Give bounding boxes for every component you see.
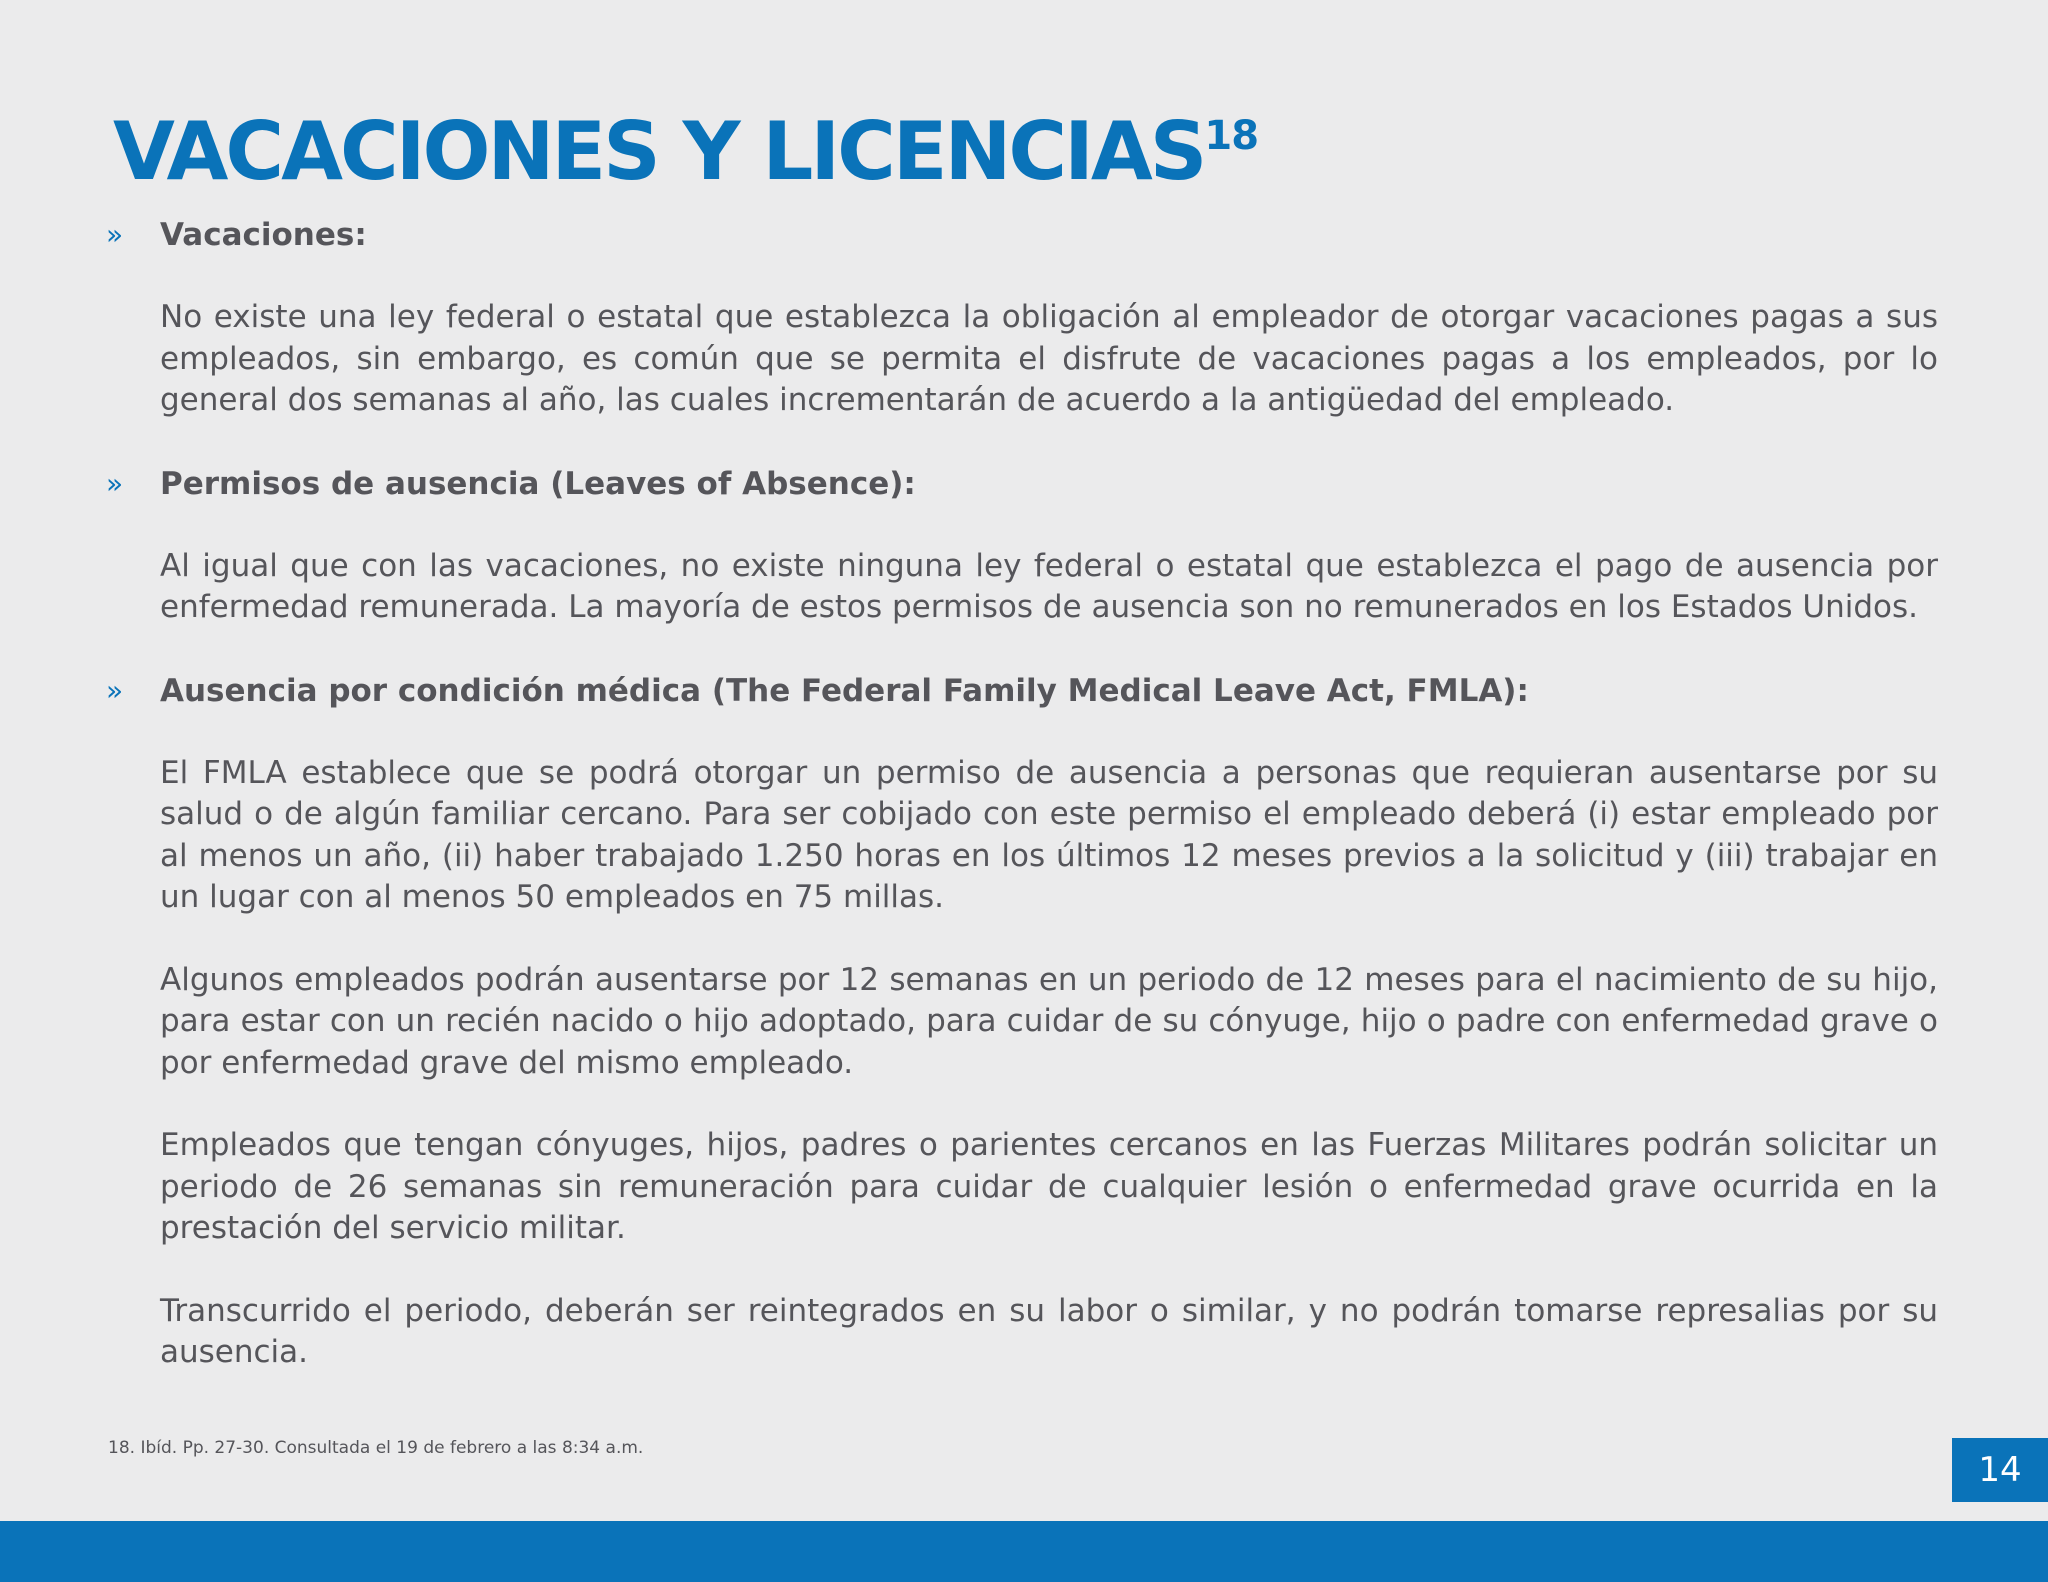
footnote: 18. Ibíd. Pp. 27-30. Consultada el 19 de febrero a las 8:34 a.m. (108, 1438, 644, 1458)
content-body (106, 214, 1938, 1374)
section-heading-text: Ausencia por condición médica (The Federal Family Medical Leave Act, FMLA): (160, 672, 1529, 709)
section-heading (106, 463, 1938, 505)
paragraph: Al igual que con las vacaciones, no existe ninguna ley federal o estatal que establezca el pago de ausencia por enfermedad remunerada. La mayoría de estos permisos de ausencia son no remunerados en los Estados Unidos. (160, 547, 1938, 625)
page-title (113, 105, 1259, 198)
section-heading (106, 670, 1938, 712)
section-vacaciones (106, 214, 1938, 422)
section-fmla (106, 670, 1938, 1374)
section-heading-text: Permisos de ausencia (Leaves of Absence): (160, 465, 916, 502)
title-footnote-ref: 18 (1204, 113, 1259, 159)
page-number: 14 (1952, 1438, 2048, 1502)
paragraph: Transcurrido el periodo, deberán ser reintegrados en su labor o similar, y no podrán tomarse represalias por su ausencia. (160, 1292, 1938, 1370)
bullet-icon: » (106, 218, 124, 251)
section-heading (106, 214, 1938, 256)
paragraph: No existe una ley federal o estatal que establezca la obligación al empleador de otorgar vacaciones pagas a sus empleados, sin embargo, es común que se permita el disfrute de vacaciones pagas a los empleados, por lo general dos semanas al año, las cuales incrementarán de acuerdo a la antigüedad del empleado. (160, 299, 1938, 418)
section-permisos (106, 463, 1938, 629)
title-text: VACACIONES Y LICENCIAS (113, 105, 1205, 198)
bottom-bar (0, 1521, 2048, 1582)
paragraph: El FMLA establece que se podrá otorgar un permiso de ausencia a personas que requieran ausentarse por su salud o de algún familiar cercano. Para ser cobijado con este permiso el empleado deberá (i) estar empleado por al menos un año, (ii) haber trabajado 1.250 horas en los últimos 12 meses previos a la solicitud y (iii) trabajar en un lugar con al menos 50 empleados en 75 millas. (160, 754, 1938, 915)
paragraph: Algunos empleados podrán ausentarse por 12 semanas en un periodo de 12 meses para el nacimiento de su hijo, para estar con un recién nacido o hijo adoptado, para cuidar de su cónyuge, hijo o padre con enfermedad grave o por enfermedad grave del mismo empleado. (160, 961, 1938, 1081)
paragraph: Empleados que tengan cónyuges, hijos, padres o parientes cercanos en las Fuerzas Militares podrán solicitar un periodo de 26 semanas sin remuneración para cuidar de cualquier lesión o enfermedad grave ocurrida en la prestación del servicio militar. (160, 1127, 1938, 1246)
bullet-icon: » (106, 466, 124, 500)
bullet-icon: » (106, 673, 124, 707)
section-heading-text: Vacaciones: (160, 217, 367, 253)
